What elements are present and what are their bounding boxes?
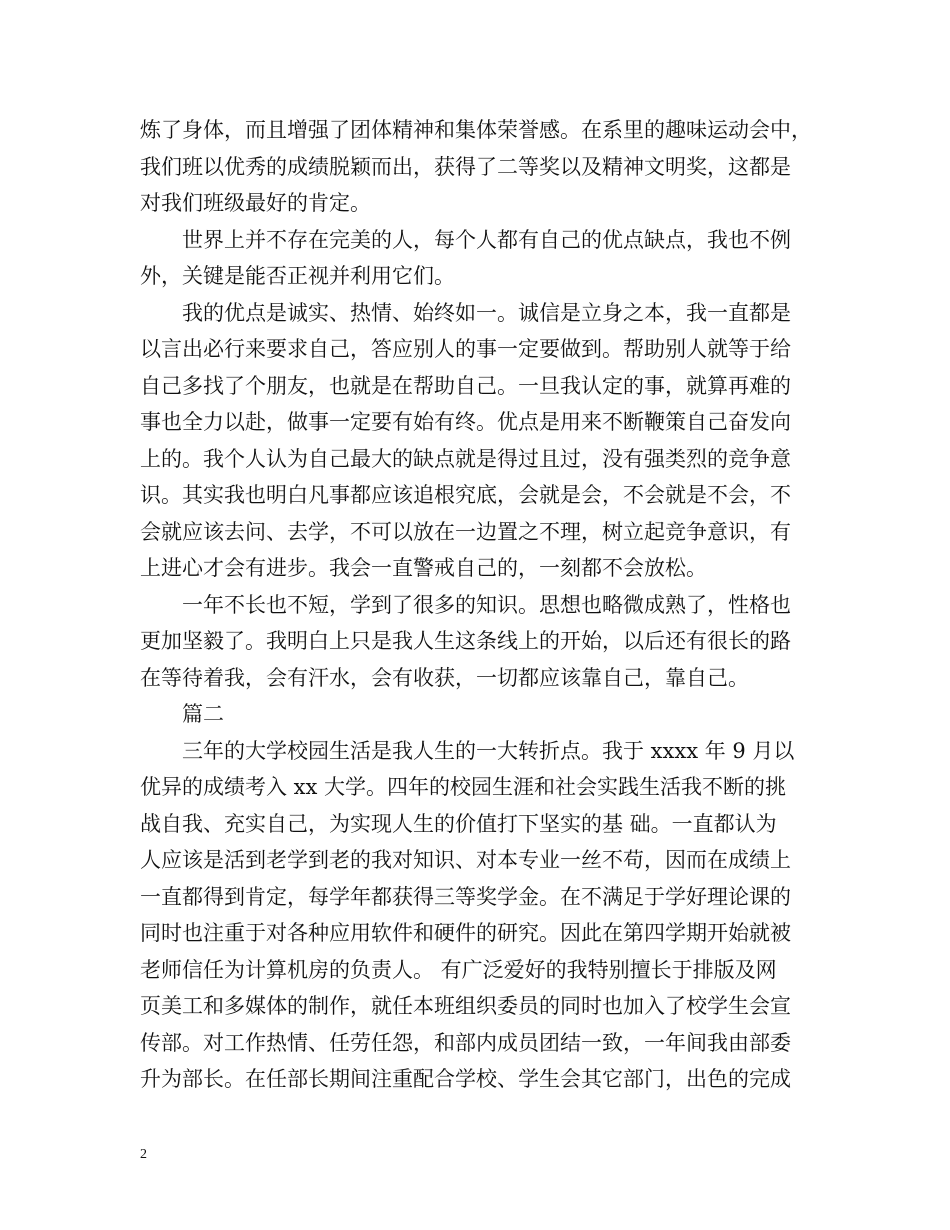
body-text-line: 上进心才会有进步。我会一直警戒自己的，一刻都不会放松。 — [140, 556, 707, 580]
body-text-line: 我的优点是诚实、热情、始终如一。诚信是立身之本，我一直都是 — [182, 301, 791, 325]
body-text-line: 以言出必行来要求自己，答应别人的事一定要做到。帮助别人就等于给 — [140, 337, 791, 361]
body-text-line: 同时也注重于对各种应用软件和硬件的研究。因此在第四学期开始就被 — [140, 921, 791, 945]
body-text-line: 世界上并不存在完美的人，每个人都有自己的优点缺点，我也不例 — [182, 228, 791, 252]
section-heading: 篇二 — [182, 702, 224, 726]
body-text-line: 老师信任为计算机房的负责人。 有广泛爱好的我特别擅长于排版及网 — [140, 958, 777, 982]
body-text-line: 自己多找了个朋友，也就是在帮助自己。一旦我认定的事，就算再难的 — [140, 374, 791, 398]
body-text-line: 上的。我个人认为自己最大的缺点就是得过且过，没有强类烈的竞争意 — [140, 447, 791, 471]
body-text-line: 人应该是活到老学到老的我对知识、对本专业一丝不苟，因而在成绩上 — [140, 848, 791, 872]
body-text-line: 传部。对工作热情、任劳任怨，和部内成员团结一致，一年间我由部委 — [140, 1031, 791, 1055]
body-text-line: 页美工和多媒体的制作，就任本班组织委员的同时也加入了校学生会宣 — [140, 994, 791, 1018]
body-text-line: 三年的大学校园生活是我人生的一大转折点。我于 xxxx 年 9 月以 — [182, 739, 795, 763]
body-text-line: 一直都得到肯定，每学年都获得三等奖学金。在不满足于学好理论课的 — [140, 885, 791, 909]
body-text-line: 对我们班级最好的肯定。 — [140, 191, 371, 215]
body-text-line: 升为部长。在任部长期间注重配合学校、学生会其它部门，出色的完成 — [140, 1067, 791, 1091]
body-text-line: 在等待着我，会有汗水，会有收获，一切都应该靠自己，靠自己。 — [140, 666, 749, 690]
page-number: 2 — [140, 1147, 147, 1162]
body-text-line: 我们班以优秀的成绩脱颖而出，获得了二等奖以及精神文明奖，这都是 — [140, 155, 791, 179]
body-text-line: 外，关键是能否正视并利用它们。 — [140, 264, 455, 288]
body-text-line: 优异的成绩考入 xx 大学。四年的校园生涯和社会实践生活我不断的挑 — [140, 775, 787, 799]
body-text-line: 识。其实我也明白凡事都应该追根究底，会就是会，不会就是不会，不 — [140, 483, 791, 507]
body-text-line: 炼了身体，而且增强了团体精神和集体荣誉感。在系里的趣味运动会中， — [140, 118, 812, 142]
body-text-line: 事也全力以赴，做事一定要有始有终。优点是用来不断鞭策自己奋发向 — [140, 410, 791, 434]
body-text-line: 会就应该去问、去学，不可以放在一边置之不理，树立起竞争意识，有 — [140, 520, 791, 544]
body-text-line: 战自我、充实自己，为实现人生的价值打下坚实的基 础。一直都认为 — [140, 812, 777, 836]
body-text-line: 一年不长也不短，学到了很多的知识。思想也略微成熟了，性格也 — [182, 593, 791, 617]
body-text-line: 更加坚毅了。我明白上只是我人生这条线上的开始，以后还有很长的路 — [140, 629, 791, 653]
